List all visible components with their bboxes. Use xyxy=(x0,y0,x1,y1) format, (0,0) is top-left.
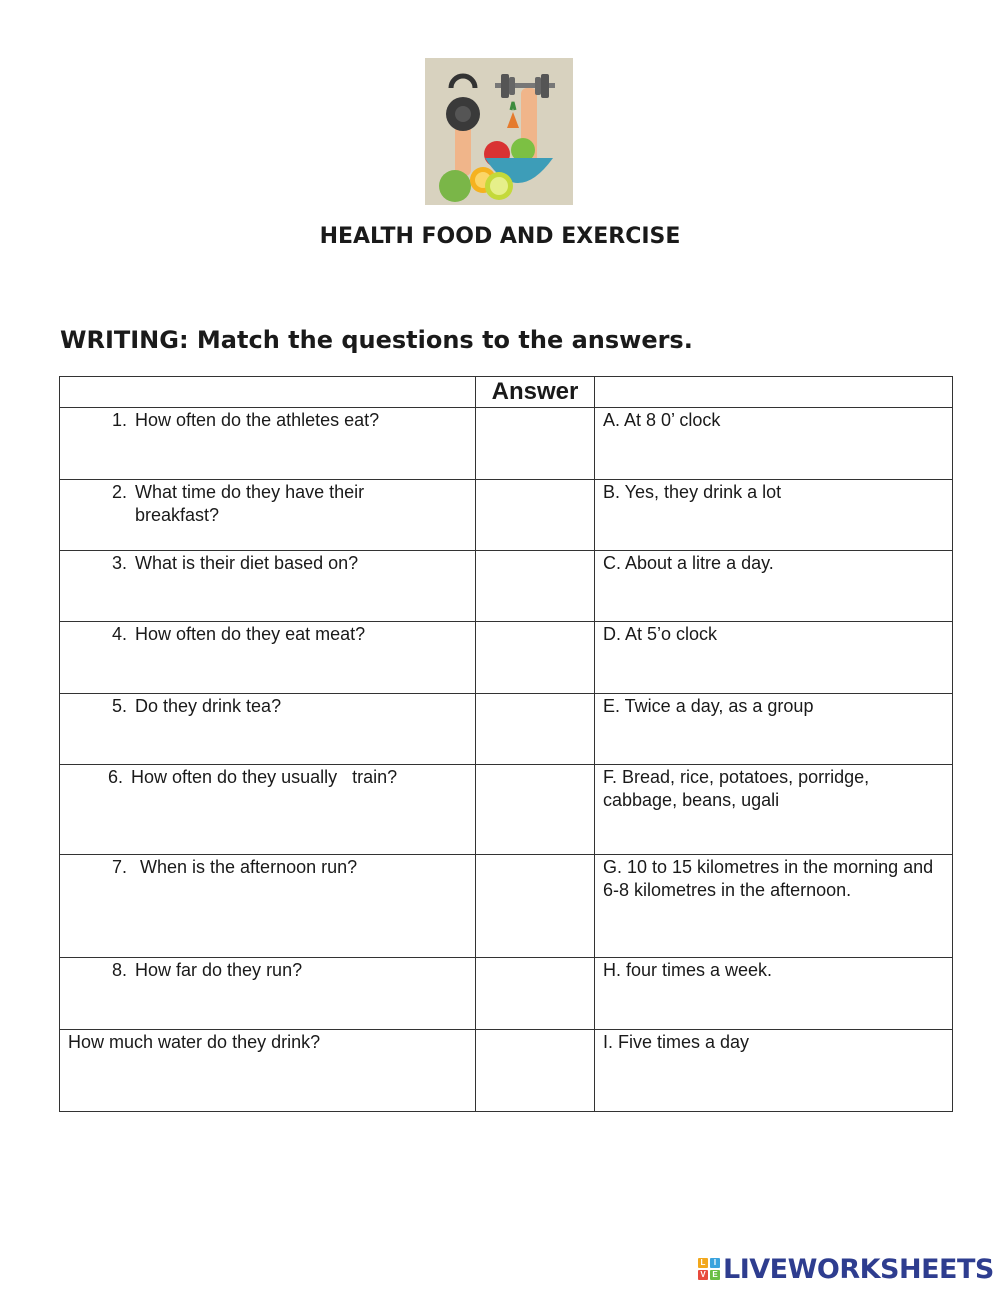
question-text: What time do they have their breakfast? xyxy=(135,482,365,525)
option-text: B. Yes, they drink a lot xyxy=(603,482,782,502)
table-header-row xyxy=(60,377,953,408)
question-number: 5. xyxy=(111,696,127,716)
table-row xyxy=(60,622,953,694)
question-text: How often do the athletes eat? xyxy=(135,410,380,430)
table-row xyxy=(60,551,953,622)
question-text: How far do they run? xyxy=(135,960,303,980)
option-text: F. Bread, rice, potatoes, porridge, cabbage, beans, ugali xyxy=(603,767,870,810)
logo-letter-e: E xyxy=(710,1270,720,1280)
logo-letter-l: L xyxy=(698,1258,708,1268)
question-number: 4. xyxy=(111,624,127,644)
answer-input-cell[interactable] xyxy=(476,480,595,551)
logo-blocks-icon xyxy=(698,1258,720,1280)
question-number: 2. xyxy=(111,482,127,502)
logo-text: LIVEWORKSHEETS xyxy=(723,1253,994,1285)
header-options-cell xyxy=(595,377,953,408)
logo-letter-i: I xyxy=(710,1258,720,1268)
question-number: 1. xyxy=(111,410,127,430)
option-text: A. At 8 0’ clock xyxy=(603,410,721,430)
answer-input-cell[interactable] xyxy=(476,408,595,480)
instructions-heading: WRITING: Match the questions to the answers. xyxy=(60,326,693,354)
table-row xyxy=(60,1030,953,1112)
option-text: C. About a litre a day. xyxy=(603,553,774,573)
logo-letter-v: V xyxy=(698,1270,708,1280)
health-illustration xyxy=(425,58,573,205)
answer-input-cell[interactable] xyxy=(476,694,595,765)
page-title: HEALTH FOOD AND EXERCISE xyxy=(319,224,681,249)
header-questions-cell xyxy=(60,377,476,408)
answer-input-cell[interactable] xyxy=(476,855,595,958)
liveworksheets-logo[interactable] xyxy=(698,1254,994,1284)
question-text: How often do they eat meat? xyxy=(135,624,366,644)
question-text: How often do they usually train? xyxy=(131,767,398,787)
question-number: 7. xyxy=(111,857,127,877)
option-text: H. four times a week. xyxy=(603,960,773,980)
question-number: 6. xyxy=(107,767,123,787)
table-row xyxy=(60,958,953,1030)
option-text: D. At 5’o clock xyxy=(603,624,718,644)
answer-input-cell[interactable] xyxy=(476,765,595,855)
table-row xyxy=(60,408,953,480)
question-text: What is their diet based on? xyxy=(135,553,359,573)
question-text: When is the afternoon run? xyxy=(135,857,358,877)
question-text: How much water do they drink? xyxy=(68,1032,321,1052)
table-row xyxy=(60,765,953,855)
dumbbell-icon xyxy=(501,74,509,98)
matching-table xyxy=(59,376,953,1112)
answer-input-cell[interactable] xyxy=(476,1030,595,1112)
table-row xyxy=(60,480,953,551)
option-text: I. Five times a day xyxy=(603,1032,750,1052)
question-number: 8. xyxy=(111,960,127,980)
answer-input-cell[interactable] xyxy=(476,622,595,694)
table-row xyxy=(60,855,953,958)
answer-input-cell[interactable] xyxy=(476,958,595,1030)
header-answer-cell: Answer xyxy=(476,377,595,408)
question-number: 3. xyxy=(111,553,127,573)
option-text: E. Twice a day, as a group xyxy=(603,696,814,716)
option-text: G. 10 to 15 kilometres in the morning and 6-8 kilometres in the afternoon. xyxy=(603,857,934,900)
table-row xyxy=(60,694,953,765)
answer-input-cell[interactable] xyxy=(476,551,595,622)
question-text: Do they drink tea? xyxy=(135,696,282,716)
